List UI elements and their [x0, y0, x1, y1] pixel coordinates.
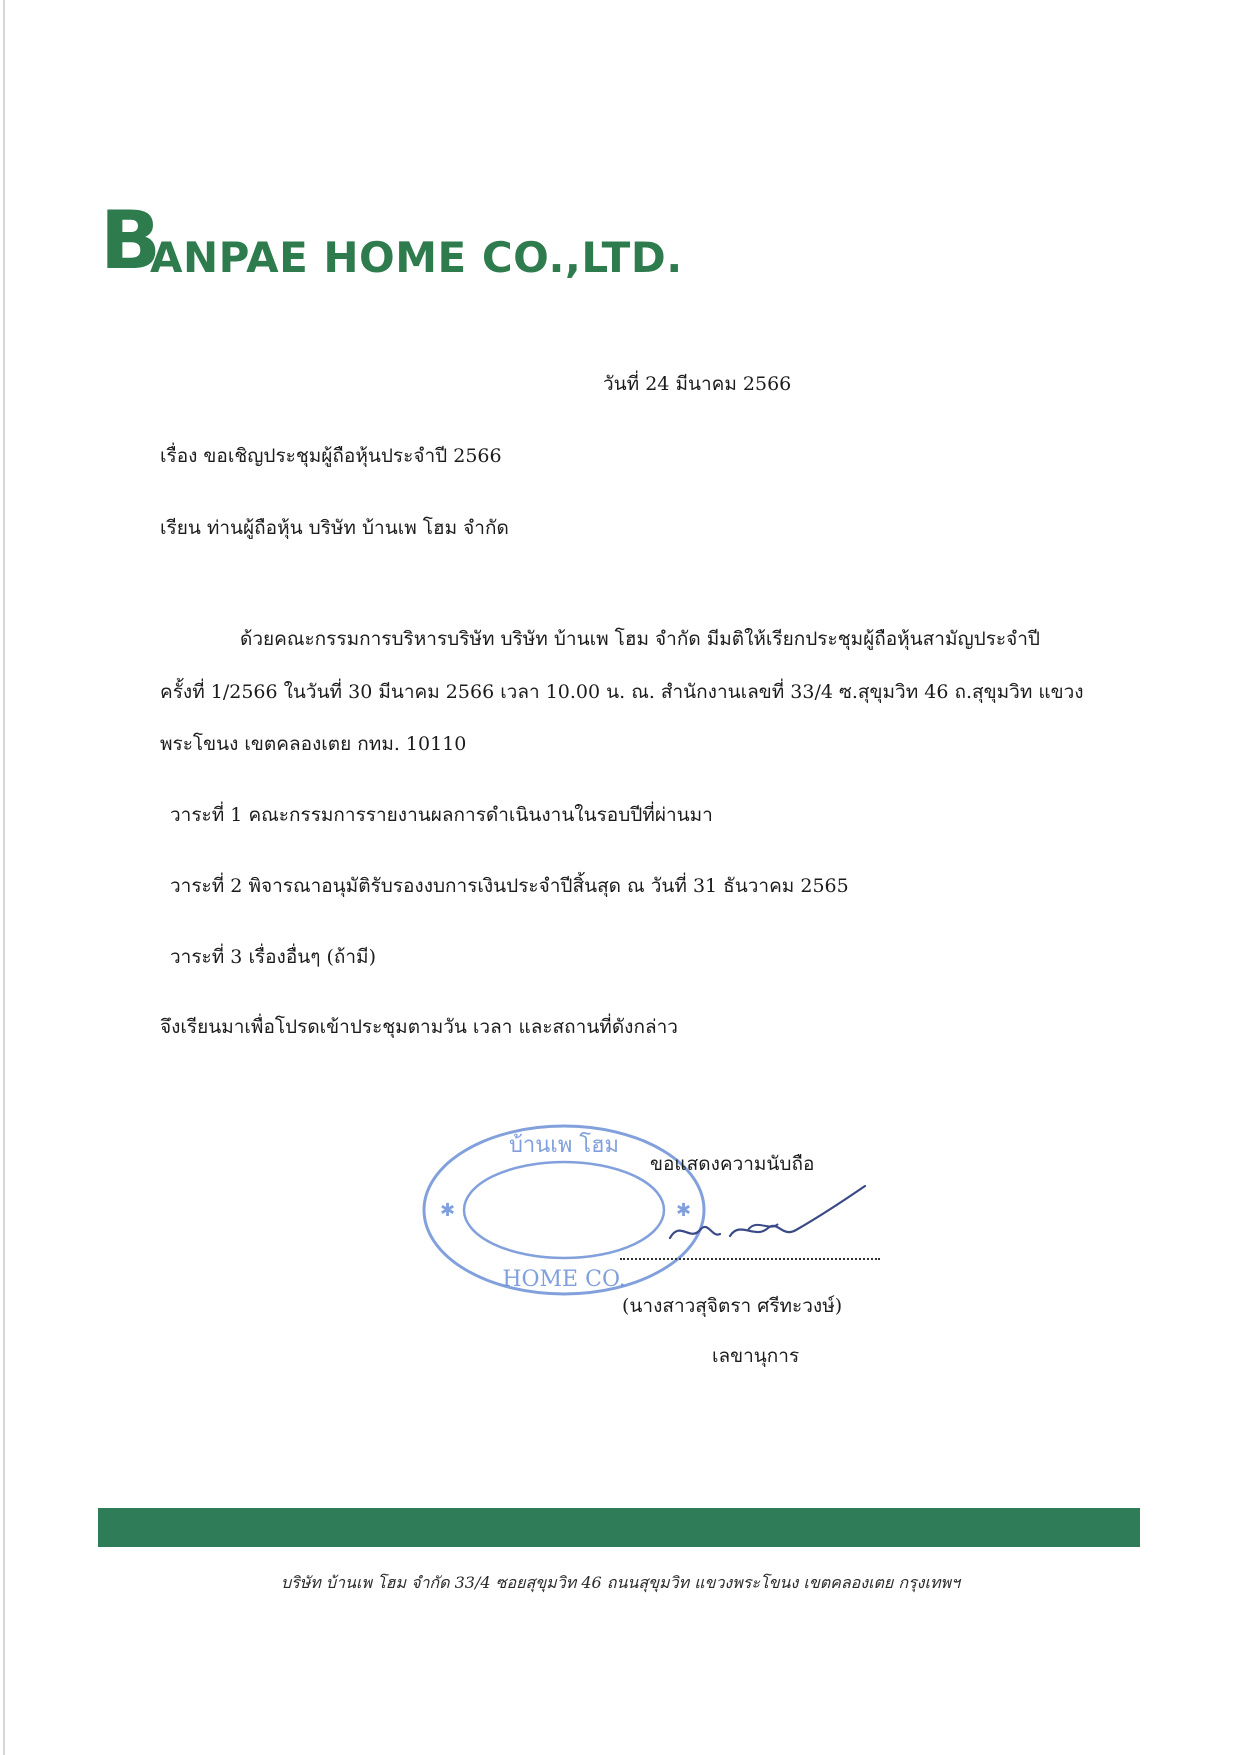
footer-address: บริษัท บ้านเพ โฮม จำกัด 33/4 ซอยสุขุมวิท 46 ถนนสุขุมวิท แขวงพระโขนง เขตคลองเตย กรุงเทพฯ: [280, 1573, 961, 1592]
letter-subject: เรื่อง ขอเชิญประชุมผู้ถือหุ้นประจำปี 2566: [160, 445, 502, 467]
svg-text:บ้านเพ โฮม: บ้านเพ โฮม: [508, 1133, 620, 1158]
scan-edge-line: [3, 0, 5, 1755]
letter-salutation: เรียน ท่านผู้ถือหุ้น บริษัท บ้านเพ โฮม จำกัด: [160, 517, 509, 539]
body-line-3: พระโขนง เขตคลองเตย กทม. 10110: [160, 733, 467, 755]
regards-text: ขอแสดงความนับถือ: [650, 1153, 815, 1175]
signer-title: เลขานุการ: [712, 1345, 800, 1367]
body-line-2: ครั้งที่ 1/2566 ในวันที่ 30 มีนาคม 2566 เวลา 10.00 น. ณ. สำนักงานเลขที่ 33/4 ซ.สุขุมวิท 46 ถ.สุขุมวิท แขวง: [160, 681, 1084, 703]
svg-text:✱: ✱: [440, 1200, 456, 1221]
closing-request: จึงเรียนมาเพื่อโปรดเข้าประชุมตามวัน เวลา และสถานที่ดังกล่าว: [160, 1016, 678, 1038]
handwritten-signature: [660, 1180, 870, 1250]
company-logo: [100, 194, 683, 287]
signature-line: [620, 1258, 880, 1260]
svg-text:HOME CO.: HOME CO.: [502, 1267, 626, 1292]
footer-bar: [98, 1508, 1140, 1547]
signer-name: (นางสาวสุจิตรา ศรีทะวงษ์): [622, 1295, 843, 1317]
agenda-item-3: วาระที่ 3 เรื่องอื่นๆ (ถ้ามี): [170, 946, 376, 968]
logo-initial: B: [100, 194, 161, 287]
svg-text:✱: ✱: [676, 1200, 692, 1221]
logo-wordmark: ANPAE HOME CO.,LTD.: [150, 233, 683, 282]
agenda-item-2: วาระที่ 2 พิจารณาอนุมัติรับรองงบการเงินประจำปีสิ้นสุด ณ วันที่ 31 ธันวาคม 2565: [170, 875, 849, 897]
agenda-item-1: วาระที่ 1 คณะกรรมการรายงานผลการดำเนินงานในรอบปีที่ผ่านมา: [170, 804, 713, 826]
body-line-1: ด้วยคณะกรรมการบริหารบริษัท บริษัท บ้านเพ โฮม จำกัด มีมติให้เรียกประชุมผู้ถือหุ้นสามัญประจำปี: [240, 628, 1040, 650]
letter-date: วันที่ 24 มีนาคม 2566: [603, 373, 792, 395]
